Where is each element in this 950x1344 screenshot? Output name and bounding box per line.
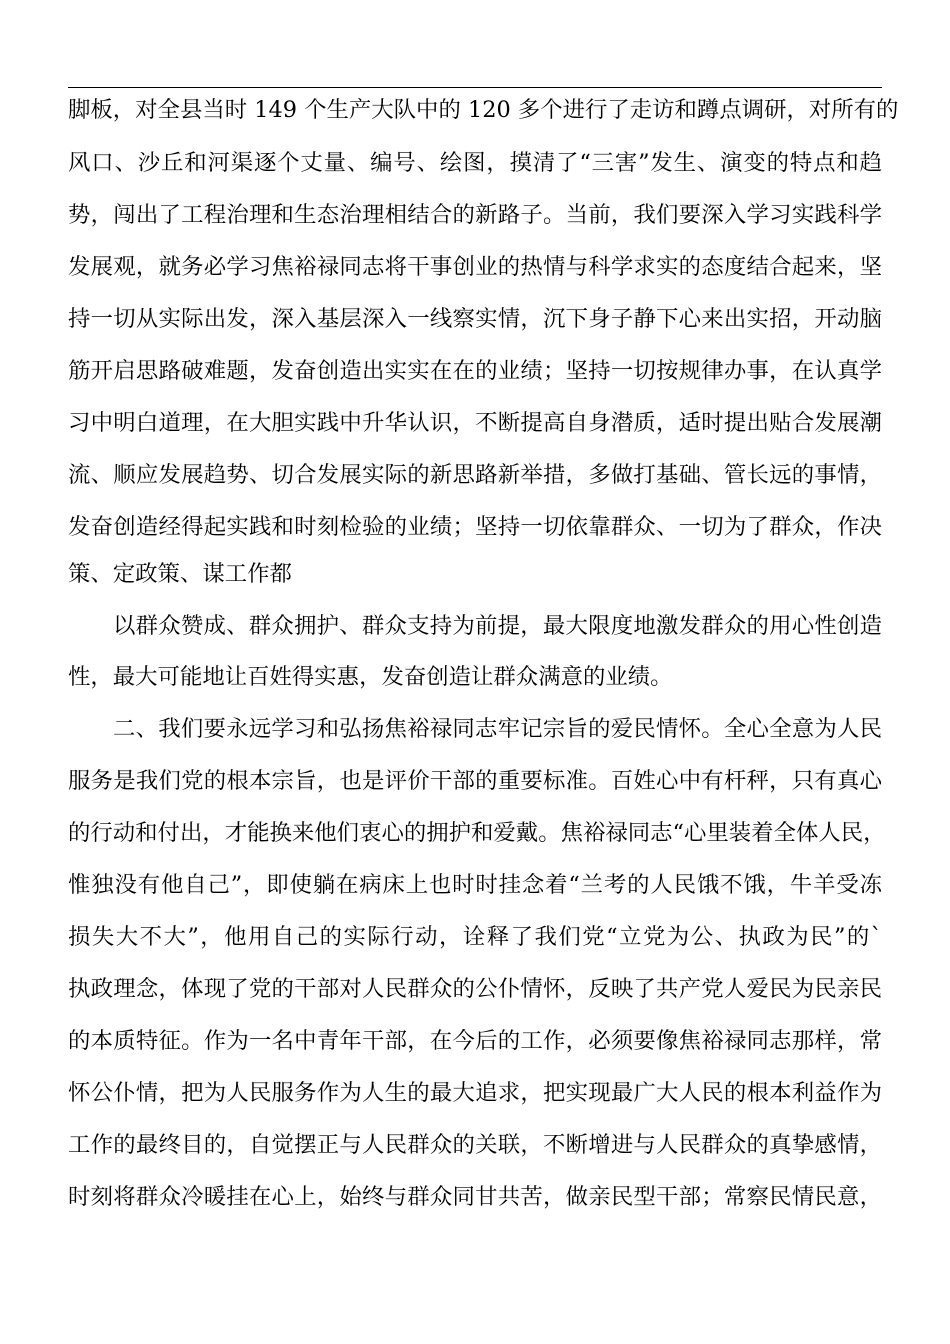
text-line: 脚板，对全县当时 149 个生产大队中的 120 多个进行了走访和蹲点调研，对所有的	[68, 97, 899, 123]
text-line: 流、顺应发展趋势、切合发展实际的新思路新举措，多做打基础、管长远的事情，	[68, 462, 882, 488]
text-line: 持一切从实际出发，深入基层深入一线察实情，沉下身子静下心来出实招，开动脑	[68, 306, 882, 332]
text-line: 损失大不大”，他用自己的实际行动，诠释了我们党“立党为公、执政为民”的`	[68, 924, 882, 950]
text-line: 二、我们要永远学习和弘扬焦裕禄同志牢记宗旨的爱民情怀。全心全意为人民	[113, 716, 882, 742]
text-line: 发奋创造经得起实践和时刻检验的业绩；坚持一切依靠群众、一切为了群众，作决	[68, 514, 882, 540]
text-line: 惟独没有他自己”，即使躺在病床上也时时挂念着“兰考的人民饿不饿，牛羊受冻	[68, 872, 882, 898]
text-line: 的行动和付出，才能换来他们衷心的拥护和爱戴。焦裕禄同志“心里装着全体人民，	[68, 820, 886, 846]
text-line: 以群众赞成、群众拥护、群众支持为前提，最大限度地激发群众的用心性创造	[113, 613, 882, 639]
text-line: 时刻将群众冷暖挂在心上，始终与群众同甘共苦，做亲民型干部；常察民情民意，	[68, 1184, 882, 1210]
text-line: 习中明白道理，在大胆实践中升华认识，不断提高自身潜质，适时提出贴合发展潮	[68, 410, 882, 436]
text-line: 怀公仆情，把为人民服务作为人生的最大追求，把实现最广大人民的根本利益作为	[68, 1080, 882, 1106]
text-line: 策、定政策、谋工作都	[68, 561, 292, 587]
text-line: 风口、沙丘和河渠逐个丈量、编号、绘图，摸清了“三害”发生、演变的特点和趋	[68, 150, 882, 176]
text-line: 筋开启思路破难题，发奋创造出实实在在的业绩；坚持一切按规律办事，在认真学	[68, 358, 882, 384]
text-line: 服务是我们党的根本宗旨，也是评价干部的重要标准。百姓心中有杆秤，只有真心	[68, 768, 882, 794]
header-rule	[68, 87, 882, 88]
text-line: 工作的最终目的，自觉摆正与人民群众的关联，不断增进与人民群众的真挚感情，	[68, 1132, 882, 1158]
text-line: 的本质特征。作为一名中青年干部，在今后的工作，必须要像焦裕禄同志那样，常	[68, 1028, 882, 1054]
text-line: 势，闯出了工程治理和生态治理相结合的新路子。当前，我们要深入学习实践科学	[68, 202, 882, 228]
text-line: 执政理念，体现了党的干部对人民群众的公仆情怀，反映了共产党人爱民为民亲民	[68, 976, 882, 1002]
text-line: 发展观，就务必学习焦裕禄同志将干事创业的热情与科学求实的态度结合起来，坚	[68, 254, 882, 280]
text-line: 性，最大可能地让百姓得实惠，发奋创造让群众满意的业绩。	[68, 664, 673, 690]
